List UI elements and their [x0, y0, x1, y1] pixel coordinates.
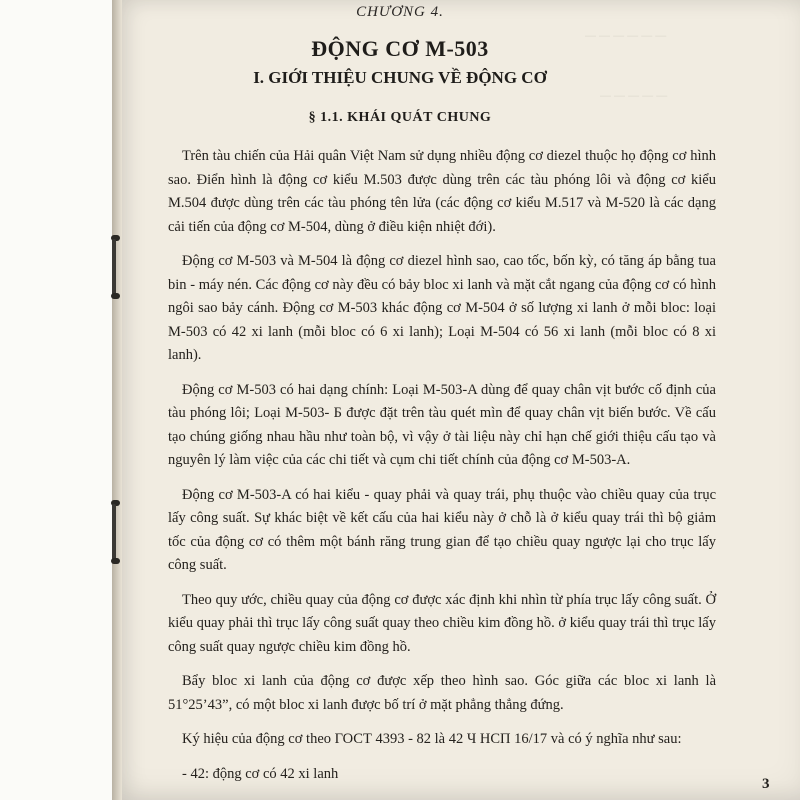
- paragraph: Theo quy ước, chiều quay của động cơ được xác định khi nhìn từ phía trục lấy công suất. Ở kiểu quay phải thì trục lấy công suất quay theo chiều kim đồng hồ. ở kiểu quay trái thì trục lấy công suất quay ngược chiều kim đồng hồ.: [168, 591, 716, 655]
- paragraph: Động cơ M-503 có hai dạng chính: Loại M-503-A dùng để quay chân vịt bước cố định của tàu phóng lôi; Loại M-503- Б được đặt trên tàu quét mìn để quay chân vịt biến bước. Về cấu tạo chúng giống nhau hầu như toàn bộ, vì vậy ở tài liệu này chỉ hạn chế giới thiệu cấu tạo và nguyên lý làm việc của các chi tiết và cụm chi tiết chính của động cơ M-503-A.: [168, 381, 716, 468]
- bleed-through-text: — — — — — —: [585, 30, 667, 42]
- subsection-heading: § 1.1. KHÁI QUÁT CHUNG: [308, 110, 492, 125]
- bleed-through-text: — — — — —: [600, 90, 668, 102]
- paragraph: Động cơ M-503-A có hai kiểu - quay phải và quay trái, phụ thuộc vào chiều quay của trục lấy công suất. Sự khác biệt về kết cấu của hai kiểu này ở chỗ là ở kiểu quay trái thì bộ giảm tốc của động cơ có thêm một bánh răng trung gian để tạo chiều quay ngược lại cho trục lấy công suất.: [168, 486, 716, 573]
- paragraph: Ký hiệu của động cơ theo ГОСТ 4393 - 82 là 42 Ч НСП 16/17 và có ý nghĩa như sau:: [182, 731, 682, 747]
- chapter-title: ĐỘNG CƠ M-503: [311, 36, 489, 61]
- body-text: [168, 145, 716, 786]
- section-heading: I. GIỚI THIỆU CHUNG VỀ ĐỘNG CƠ: [253, 68, 547, 87]
- paragraph: Bẩy bloc xi lanh của động cơ được xếp theo hình sao. Góc giữa các bloc xi lanh là 51°25’43”, có một bloc xi lanh được bố trí ở mặt phẳng thẳng đứng.: [168, 673, 716, 713]
- paragraph: Động cơ M-503 và M-504 là động cơ diezel hình sao, cao tốc, bốn kỳ, có tăng áp bằng tua bin - máy nén. Các động cơ này đều có bảy bloc xi lanh và mặt cắt ngang của động cơ có hình ngôi sao bảy cánh. Động cơ M-503 khác động cơ M-504 ở số lượng xi lanh ở mỗi bloc: loại M-503 có 42 xi lanh (mỗi bloc có 6 xi lanh); Loại M-504 có 56 xi lanh (mỗi bloc có 8 xi lanh).: [168, 253, 716, 363]
- list-item: - 42: động cơ có 42 xi lanh: [182, 765, 339, 782]
- page-number: 3: [762, 776, 770, 792]
- staple-bottom: [111, 500, 119, 564]
- staple-top: [111, 235, 119, 299]
- chapter-heading: CHƯƠNG 4.: [356, 4, 444, 20]
- paragraph: Trên tàu chiến của Hải quân Việt Nam sử dụng nhiều động cơ diezel thuộc họ động cơ hình sao. Điển hình là động cơ kiểu M.503 được dùng trên các tàu phóng lôi và động cơ kiểu M.504 được dùng trên các tàu phóng tên lửa (các động cơ kiểu M.517 và M-520 là các dạng cải tiến của động cơ M-504, dùng ở điều kiện nhiệt đới).: [168, 148, 716, 235]
